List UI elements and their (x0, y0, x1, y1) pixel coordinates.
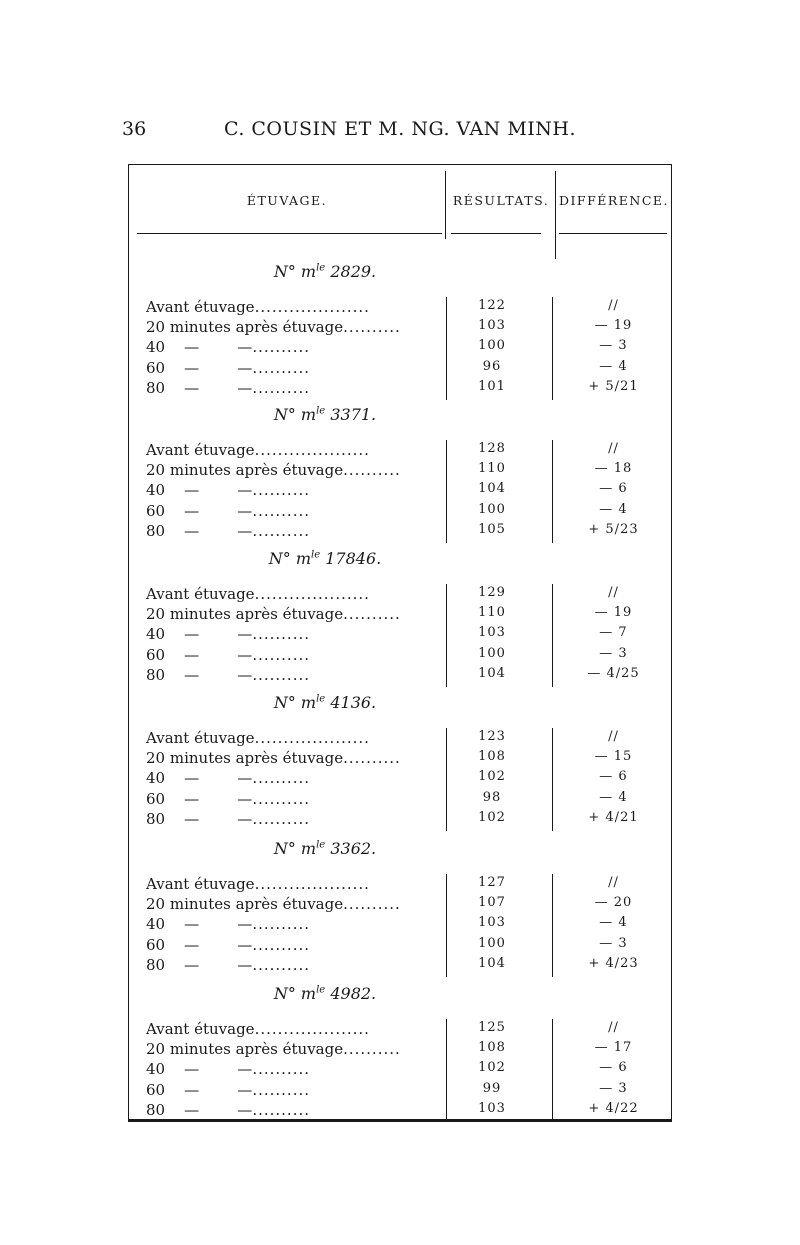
leader-dots: .......... (252, 1060, 310, 1079)
section-title (0, 839, 650, 858)
table-row (146, 625, 666, 645)
row-label (146, 461, 442, 479)
result-value: 96 (482, 358, 502, 374)
difference-value: // (608, 1020, 619, 1035)
row-label (146, 605, 442, 623)
row-label (146, 810, 442, 828)
table-row (146, 915, 666, 935)
difference-value: — 6 (599, 481, 628, 497)
row-label-text: 40 — — (146, 1060, 253, 1079)
table-row (146, 502, 666, 522)
section-number: 2829. (330, 262, 377, 281)
row-label-text: 40 — — (146, 915, 253, 934)
row-label (146, 359, 442, 377)
difference-value: — 4 (599, 501, 628, 517)
section-number: 3371. (330, 405, 377, 424)
leader-dots: .......... (343, 318, 401, 337)
row-label-text: 40 — — (146, 625, 253, 644)
difference-value: + 5/21 (588, 378, 639, 394)
row-label-text: Avant étuvage (146, 441, 255, 459)
leader-dots: .......... (252, 338, 310, 357)
table-row (146, 729, 666, 749)
result-value: 105 (478, 521, 506, 537)
section-title (0, 984, 650, 1003)
difference-value: — 6 (599, 1060, 628, 1076)
table-row (146, 338, 666, 358)
result-value: 100 (478, 935, 506, 951)
table-row (146, 359, 666, 379)
row-label-text: 20 minutes après étuvage (146, 895, 344, 914)
table-row (146, 318, 666, 338)
table-row (146, 379, 666, 399)
column-header-resultats: RÉSULTATS. (452, 193, 550, 208)
leader-dots: .......... (252, 809, 310, 828)
leader-dots: .......... (343, 605, 401, 624)
difference-value: — 3 (599, 645, 628, 661)
result-value: 100 (478, 501, 506, 517)
row-label-text: 20 minutes après étuvage (146, 749, 344, 768)
difference-value: + 4/23 (588, 955, 639, 971)
table-row (146, 749, 666, 769)
table-row (146, 298, 666, 318)
leader-dots: .................... (254, 1020, 370, 1038)
row-label (146, 915, 442, 933)
row-label-text: 80 — — (146, 1100, 253, 1119)
leader-dots: .................... (254, 875, 370, 893)
section-superscript: le (316, 262, 326, 274)
row-label (146, 790, 442, 808)
difference-value: — 7 (599, 625, 628, 641)
result-value: 110 (478, 461, 506, 477)
result-value: 125 (478, 1020, 506, 1035)
section-title (0, 405, 650, 424)
difference-value: — 3 (599, 1080, 628, 1096)
table-row (146, 769, 666, 789)
section-prefix: N° m (273, 839, 317, 858)
running-title: C. COUSIN ET M. NG. VAN MINH. (223, 118, 577, 140)
result-value: 102 (478, 809, 506, 825)
result-value: 110 (478, 605, 506, 621)
difference-value: — 4/25 (587, 665, 640, 681)
difference-value: — 4 (599, 789, 628, 805)
section-superscript: le (311, 549, 321, 561)
result-value: 104 (478, 955, 506, 971)
table-row (146, 956, 666, 976)
header-divider (445, 171, 446, 239)
difference-value: + 4/21 (588, 809, 639, 825)
row-label-text: 60 — — (146, 358, 253, 377)
result-value: 98 (482, 789, 502, 805)
row-label-text: 60 — — (146, 645, 253, 664)
row-label (146, 646, 442, 664)
difference-value: — 19 (594, 605, 633, 621)
section-number: 3362. (330, 839, 377, 858)
header-rule (559, 233, 667, 234)
leader-dots: .......... (252, 521, 310, 540)
section-prefix: N° m (273, 405, 317, 424)
table-row (146, 936, 666, 956)
difference-value: — 19 (594, 318, 633, 334)
row-label-text: 60 — — (146, 789, 253, 808)
section-superscript: le (316, 984, 326, 996)
result-value: 99 (482, 1080, 502, 1096)
row-label (146, 338, 442, 356)
row-label-text: 80 — — (146, 665, 253, 684)
difference-value: // (608, 441, 619, 456)
row-label (146, 585, 442, 603)
page-number: 36 (122, 118, 147, 140)
leader-dots: .......... (343, 895, 401, 914)
leader-dots: .................... (254, 298, 370, 316)
row-label-text: 40 — — (146, 481, 253, 500)
row-label (146, 749, 442, 767)
column-header-difference: DIFFÉRENCE. (558, 193, 670, 208)
result-value: 127 (478, 875, 506, 890)
row-label (146, 895, 442, 913)
row-label-text: 20 minutes après étuvage (146, 605, 344, 624)
row-label (146, 875, 442, 893)
leader-dots: .......... (343, 749, 401, 768)
row-label (146, 729, 442, 747)
leader-dots: .......... (252, 358, 310, 377)
leader-dots: .......... (252, 789, 310, 808)
difference-value: // (608, 729, 619, 744)
section-prefix: N° m (273, 262, 317, 281)
difference-value: — 4 (599, 358, 628, 374)
table-row (146, 441, 666, 461)
table-row (146, 1020, 666, 1040)
result-value: 123 (478, 729, 506, 744)
difference-value: — 3 (599, 338, 628, 354)
row-label-text: Avant étuvage (146, 875, 255, 893)
row-label-text: 60 — — (146, 935, 253, 954)
table-row (146, 790, 666, 810)
table-row (146, 666, 666, 686)
row-label (146, 379, 442, 397)
table-row (146, 1101, 666, 1121)
result-value: 104 (478, 665, 506, 681)
table-row (146, 481, 666, 501)
row-label-text: 20 minutes après étuvage (146, 318, 344, 337)
row-label (146, 936, 442, 954)
table-row (146, 1060, 666, 1080)
table-row (146, 1040, 666, 1060)
row-label (146, 666, 442, 684)
result-value: 122 (478, 298, 506, 313)
row-label-text: Avant étuvage (146, 585, 255, 603)
result-value: 103 (478, 625, 506, 641)
row-label-text: 60 — — (146, 1080, 253, 1099)
result-value: 102 (478, 769, 506, 785)
result-value: 108 (478, 749, 506, 765)
leader-dots: .......... (252, 1100, 310, 1119)
row-label (146, 1101, 442, 1119)
row-label (146, 956, 442, 974)
running-head (0, 118, 800, 146)
header-rule (451, 233, 541, 234)
result-value: 129 (478, 585, 506, 600)
table-row (146, 585, 666, 605)
row-label-text: 40 — — (146, 769, 253, 788)
table-row (146, 810, 666, 830)
leader-dots: .................... (254, 729, 370, 747)
result-value: 128 (478, 441, 506, 456)
row-label (146, 522, 442, 540)
row-label-text: Avant étuvage (146, 298, 255, 316)
section-number: 4982. (330, 984, 377, 1003)
row-label-text: 80 — — (146, 378, 253, 397)
leader-dots: .......... (343, 461, 401, 480)
row-label (146, 318, 442, 336)
result-value: 102 (478, 1060, 506, 1076)
leader-dots: .......... (252, 645, 310, 664)
row-label-text: 60 — — (146, 501, 253, 520)
leader-dots: .......... (252, 378, 310, 397)
result-value: 108 (478, 1040, 506, 1056)
section-number: 4136. (330, 693, 377, 712)
table-row (146, 461, 666, 481)
row-label-text: 20 minutes après étuvage (146, 1040, 344, 1059)
result-value: 107 (478, 895, 506, 911)
row-label (146, 298, 442, 316)
difference-value: + 4/22 (588, 1100, 639, 1116)
section-prefix: N° m (273, 984, 317, 1003)
section-number: 17846. (325, 549, 382, 568)
row-label (146, 1081, 442, 1099)
row-label-text: 80 — — (146, 521, 253, 540)
table-row (146, 605, 666, 625)
leader-dots: .......... (252, 935, 310, 954)
section-prefix: N° m (273, 693, 317, 712)
row-label (146, 481, 442, 499)
difference-value: + 5/23 (588, 521, 639, 537)
table-row (146, 895, 666, 915)
difference-value: — 17 (594, 1040, 633, 1056)
difference-value: — 3 (599, 935, 628, 951)
difference-value: // (608, 875, 619, 890)
row-label-text: Avant étuvage (146, 1020, 255, 1038)
result-value: 101 (478, 378, 506, 394)
row-label (146, 1020, 442, 1038)
table-row (146, 875, 666, 895)
row-label-text: 80 — — (146, 809, 253, 828)
leader-dots: .......... (252, 955, 310, 974)
section-superscript: le (316, 693, 326, 705)
leader-dots: .......... (252, 501, 310, 520)
leader-dots: .......... (252, 1080, 310, 1099)
table-row (146, 646, 666, 666)
leader-dots: .......... (343, 1040, 401, 1059)
difference-value: — 6 (599, 769, 628, 785)
result-value: 100 (478, 645, 506, 661)
leader-dots: .................... (254, 585, 370, 603)
section-title (0, 262, 650, 281)
result-value: 103 (478, 318, 506, 334)
difference-value: — 15 (594, 749, 633, 765)
row-label (146, 1060, 442, 1078)
difference-value: — 4 (599, 915, 628, 931)
result-value: 104 (478, 481, 506, 497)
row-label (146, 1040, 442, 1058)
difference-value: — 20 (594, 895, 633, 911)
leader-dots: .................... (254, 441, 370, 459)
section-title (0, 693, 650, 712)
row-label-text: Avant étuvage (146, 729, 255, 747)
table-row (146, 522, 666, 542)
row-label-text: 20 minutes après étuvage (146, 461, 344, 480)
leader-dots: .......... (252, 915, 310, 934)
row-label (146, 441, 442, 459)
row-label (146, 625, 442, 643)
section-prefix: N° m (268, 549, 312, 568)
row-label-text: 80 — — (146, 955, 253, 974)
difference-value: // (608, 298, 619, 313)
header-divider (555, 171, 556, 259)
leader-dots: .......... (252, 481, 310, 500)
row-label (146, 769, 442, 787)
leader-dots: .......... (252, 665, 310, 684)
section-superscript: le (316, 839, 326, 851)
leader-dots: .......... (252, 769, 310, 788)
result-value: 103 (478, 915, 506, 931)
row-label (146, 502, 442, 520)
result-value: 103 (478, 1100, 506, 1116)
section-title (0, 549, 650, 568)
section-superscript: le (316, 405, 326, 417)
row-label-text: 40 — — (146, 338, 253, 357)
difference-value: — 18 (594, 461, 633, 477)
difference-value: // (608, 585, 619, 600)
leader-dots: .......... (252, 625, 310, 644)
column-header-etuvage: ÉTUVAGE. (246, 193, 328, 208)
result-value: 100 (478, 338, 506, 354)
header-rule (137, 233, 442, 234)
table-row (146, 1081, 666, 1101)
